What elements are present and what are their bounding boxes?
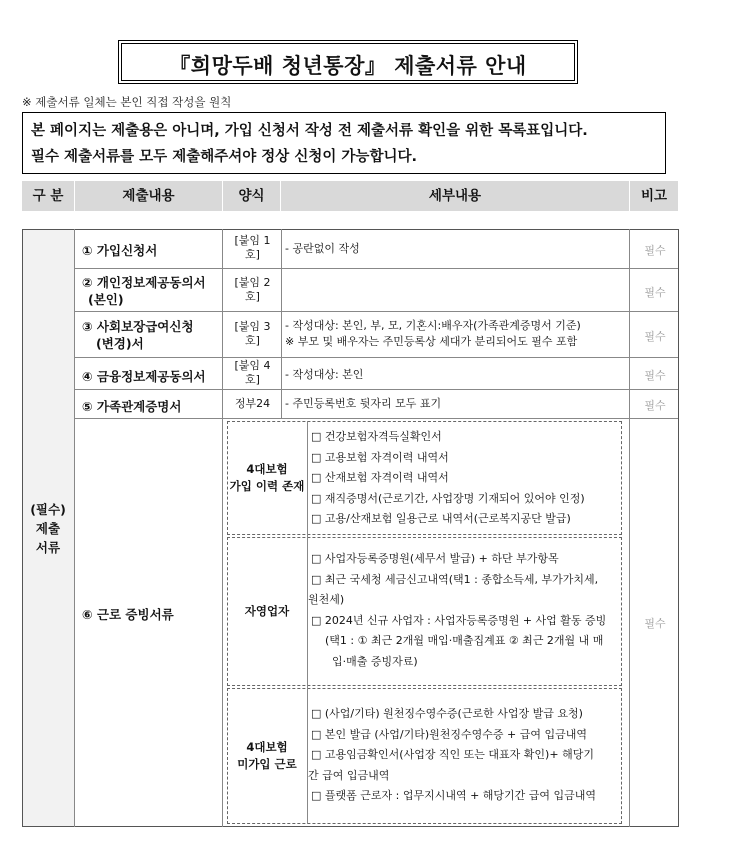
notice-line-2: 필수 제출서류를 모두 제출해주셔야 정상 신청이 가능합니다. [31,149,417,165]
row-divider [74,389,678,390]
table-top-border [22,229,678,230]
required-badge: 필수 [644,330,666,343]
section-label-self-employed: 자영업자 [244,604,290,618]
header-remark: 비고 [630,181,678,211]
form-ref: [붙임 1 호] [234,234,271,261]
item-family-relation: ⑤ 가족관계증명서 [82,399,182,414]
form-ref: 정부24 [234,397,271,410]
col-divider [222,229,223,827]
row-divider [74,311,678,312]
group-label-2: 제출 [35,521,61,536]
section-label-insured: 4대보험 가입 이력 존재 [229,462,305,493]
item-social-security: ③ 사회보장급여신청 (변경)서 [82,319,194,351]
detail-text: - 작성대상: 본인 [285,368,364,381]
section-list-uninsured: □ (사업/기타) 원천징수영수증(근로한 사업장 발급 요청) □ 본인 발급 (사업/기타)원천징수영수증 + 급여 입금내역 □ 고용임금확인서(사업장 직인 또는 대표자 확인)+ 해당기 간 급여 입금내역 □ 플랫폼 근로자 : 업무지시내역 + 해당기간 급여 입금내역 [308,707,597,802]
page-title: 『희망두배 청년통장』 제출서류 안내 [169,54,527,78]
header-detail: 세부내용 [281,181,629,211]
notice-line-1: 본 페이지는 제출용은 아니며, 가입 신청서 작성 전 제출서류 확인을 위한 목록표입니다. [31,123,588,139]
required-badge: 필수 [644,399,666,412]
required-badge: 필수 [644,617,666,630]
row-divider [74,418,678,419]
required-badge: 필수 [644,369,666,382]
col-divider [22,229,23,827]
form-ref: [붙임 2 호] [234,276,271,303]
required-badge: 필수 [644,244,666,257]
item-work-proof: ⑥ 근로 증빙서류 [82,607,174,622]
detail-text: - 작성대상: 본인, 부, 모, 기혼시:배우자(가족관계증명서 기준) ※ 부모 및 배우자는 주민등록상 세대가 분리되어도 필수 포함 [285,319,581,348]
form-ref: [붙임 4 호] [234,359,271,386]
header-category: 구 분 [22,181,74,211]
section-label-uninsured: 4대보험 미가입 근로 [237,740,297,771]
title-box [118,40,578,84]
group-label [22,500,74,557]
notice-box [22,112,666,174]
row-divider [74,357,678,358]
detail-text: - 주민등록번호 뒷자리 모두 표기 [285,397,442,410]
required-badge: 필수 [644,286,666,299]
detail-text: - 공란없이 작성 [285,242,360,255]
col-divider [281,229,282,418]
group-label-3: 서류 [35,540,61,555]
table-bottom-border [22,826,678,827]
item-financial-consent: ④ 금융정보제공동의서 [82,369,206,384]
col-divider [678,229,679,827]
group-label-1: (필수) [30,502,66,517]
section-divider [307,421,308,824]
col-divider [629,229,630,827]
note-text: ※ 제출서류 일체는 본인 직접 작성을 원칙 [22,95,232,109]
form-ref: [붙임 3 호] [234,320,271,347]
header-content: 제출내용 [75,181,222,211]
header-form: 양식 [223,181,280,211]
item-application: ① 가입신청서 [82,243,158,258]
section-list-insured: □ 건강보험자격득실확인서 □ 고용보험 자격이력 내역서 □ 산재보험 자격이력 내역서 □ 재직증명서(근로기간, 사업장명 기재되어 있어야 인정) □ 고용/산재보험 일용근로 내역서(근로복지공단 발급) [311,430,585,525]
row-divider [74,268,678,269]
col-divider [74,229,75,827]
item-privacy-consent: ② 개인정보제공동의서 (본인) [82,275,206,307]
section-list-self-employed: □ 사업자등록증명원(세무서 발급) + 하단 부가항목 □ 최근 국세청 세금신고내역(택1 : 종합소득세, 부가가치세, 원천세) □ 2024년 신규 사업자 : 사업자등록증명원 + 사업 활동 증빙 (택1 : ① 최근 2개월 매입·매출집계표 ② 최근 2개월 내 매 입·매출 증빙자료) [308,552,607,668]
